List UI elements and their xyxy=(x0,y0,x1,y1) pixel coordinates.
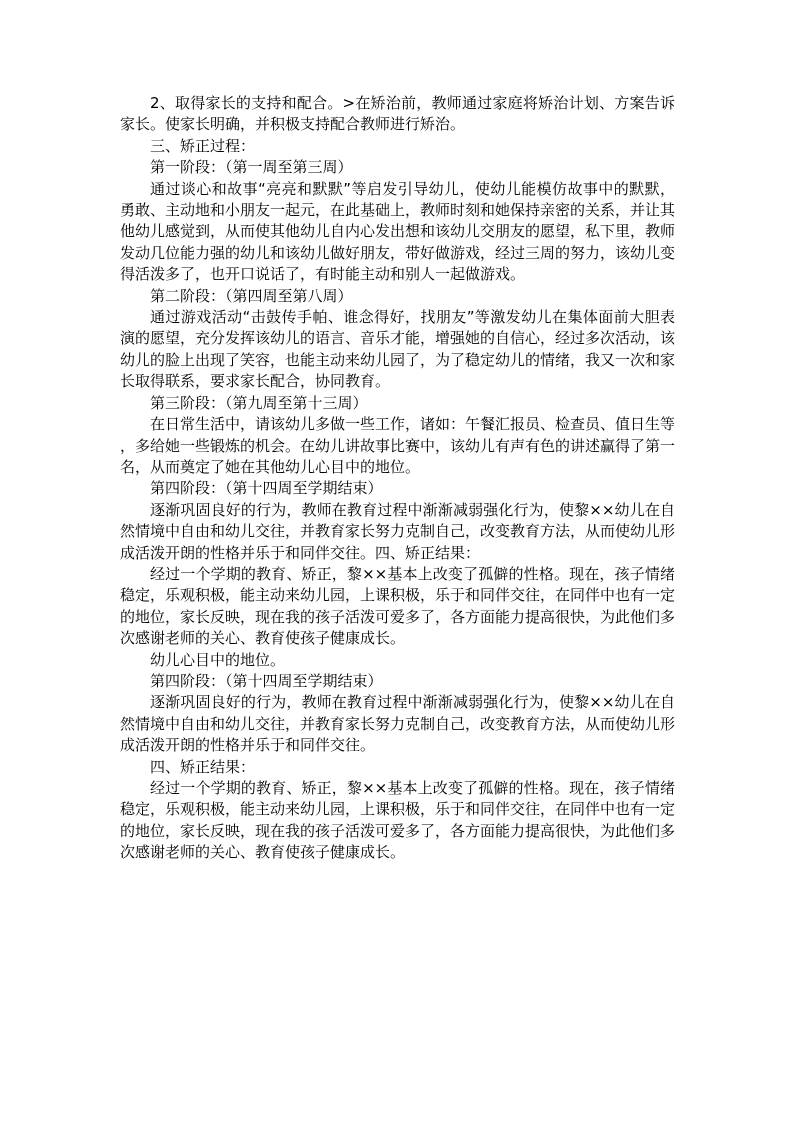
paragraph-result-repeat: 经过一个学期的教育、矫正，黎××基本上改变了孤僻的性格。现在，孩子情绪稳定，乐观积极，能主动来幼儿园，上课积极，乐于和同伴交往，在同伴中也有一定的地位，家长反映，现在我的孩子活泼可爱多了，各方面能力提高很快，为此他们多次感谢老师的关心、教育使孩子健康成长。 xyxy=(120,779,676,862)
paragraph-result: 经过一个学期的教育、矫正，黎××基本上改变了孤僻的性格。现在，孩子情绪稳定，乐观积极，能主动来幼儿园，上课积极，乐于和同伴交往，在同伴中也有一定的地位，家长反映，现在我的孩子活泼可爱多了，各方面能力提高很快，为此他们多次感谢老师的关心、教育使孩子健康成长。 xyxy=(120,564,676,648)
paragraph-stage-four-repeat: 逐渐巩固良好的行为，教师在教育过程中渐渐减弱强化行为，使黎××幼儿在自然情境中自由和幼儿交往，并教育家长努力克制自己，改变教育方法，从而使幼儿形成活泼开朗的性格并乐于和同伴交往。 xyxy=(120,693,676,755)
heading-stage-one: 第一阶段：（第一周至第三周） xyxy=(150,158,353,177)
heading-stage-four: 第四阶段：（第十四周至学期结束） xyxy=(150,479,383,498)
heading-stage-two: 第二阶段：（第四周至第八周） xyxy=(150,286,353,305)
paragraph-parent-support: 2、取得家长的支持和配合。>在矫治前，教师通过家庭将矫治计划、方案告诉家长。使家长明确，并积极支持配合教师进行矫治。 xyxy=(120,94,675,134)
heading-correction-process: 三、矫正过程： xyxy=(150,136,256,155)
paragraph-stage-three: 在日常生活中，请该幼儿多做一些工作，诸如：午餐汇报员、检查员、值日生等，多给她一些锻炼的机会。在幼儿讲故事比赛中，该幼儿有声有色的讲述赢得了第一名，从而奠定了她在其他幼儿心目中的地位。 xyxy=(120,415,676,476)
paragraph-stage-one: 通过谈心和故事“亮亮和默默”等启发引导幼儿，使幼儿能模仿故事中的默默，勇敢、主动地和小朋友一起元，在此基础上，教师时刻和她保持亲密的关系，并让其他幼儿感觉到，从而使其他幼儿自内心发出想和该幼儿交朋友的愿望，私下里，教师发动几位能力强的幼儿和该幼儿做好朋友，带好做游戏，经过三周的努力，该幼儿变得活泼多了，也开口说话了，有时能主动和别人一起做游戏。 xyxy=(120,179,676,284)
heading-stage-four-repeat: 第四阶段：（第十四周至学期结束） xyxy=(150,671,383,690)
paragraph-fragment: 幼儿心目中的地位。 xyxy=(150,650,286,669)
document-body xyxy=(120,93,675,864)
paragraph-stage-two: 通过游戏活动“击鼓传手帕、谁念得好，找朋友”等激发幼儿在集体面前大胆表演的愿望，充分发挥该幼儿的语言、音乐才能，增强她的自信心，经过多次活动，该幼儿的脸上出现了笑容，也能主动来幼儿园了，为了稳定幼儿的情绪，我又一次和家长取得联系，要求家长配合，协同教育。 xyxy=(120,308,676,391)
heading-stage-three: 第三阶段：（第九周至第十三周） xyxy=(150,393,368,412)
heading-correction-result: 四、矫正结果： xyxy=(150,757,256,776)
paragraph-stage-four: 逐渐巩固良好的行为，教师在教育过程中渐渐减弱强化行为，使黎××幼儿在自然情境中自由和幼儿交往，并教育家长努力克制自己，改变教育方法，从而使幼儿形成活泼开朗的性格并乐于和同伴交往。四、矫正结果： xyxy=(120,500,676,562)
